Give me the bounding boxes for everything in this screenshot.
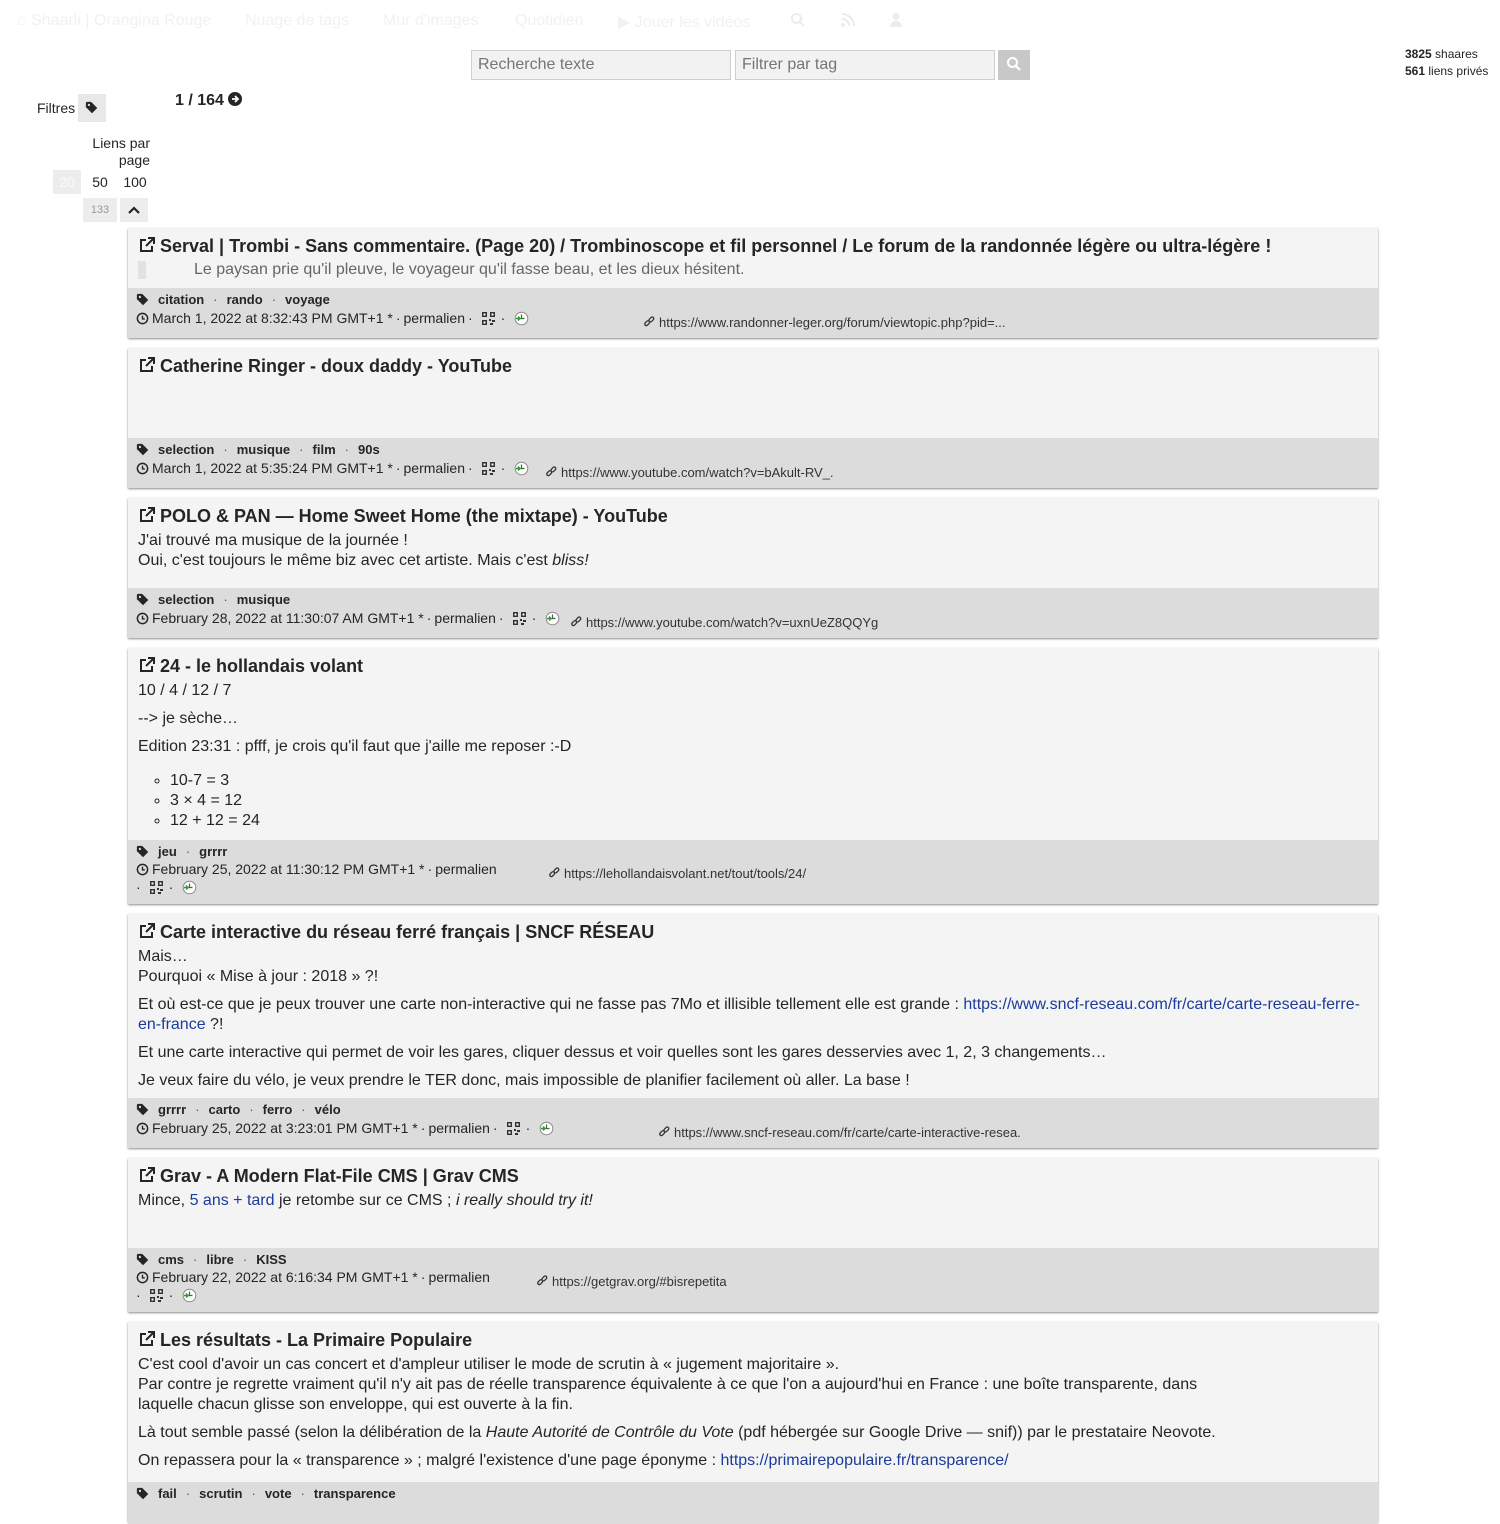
link-tags: fail · scrutin · vote · transparence xyxy=(136,1486,1370,1501)
tag-icon xyxy=(136,443,150,457)
user-icon[interactable] xyxy=(889,12,903,33)
links-per-page-label: Liens par page xyxy=(92,135,150,168)
permalink[interactable]: permalien xyxy=(403,310,465,326)
list-item: ◦ 10-7 = 3 xyxy=(170,771,1368,791)
tag-link[interactable]: jeu xyxy=(158,844,177,859)
blockquote-bar xyxy=(138,261,146,279)
link-description: 10 / 4 / 12 / 7 --> je sèche… Edition 23:31 : pfff, je crois qu'il faut que j'aille me reposer :-D ◦ 10-7 = 3 ◦ 3 × 4 = 12 ◦ 12 + 12 = 24 xyxy=(138,681,1368,831)
private-links-label: liens privés xyxy=(1428,64,1489,78)
clock-icon xyxy=(136,863,149,876)
search-icon xyxy=(1006,56,1022,72)
link-url[interactable]: https://www.randonner-leger.org/forum/viewtopic.php?pid=... xyxy=(643,315,1008,330)
nav-daily[interactable]: Quotidien xyxy=(515,12,584,29)
top-navigation xyxy=(0,0,1500,44)
link-description: J'ai trouvé ma musique de la journée ! Oui, c'est toujours le même biz avec cet artiste. Mais c'est bliss! xyxy=(138,532,589,569)
tag-link[interactable]: rando xyxy=(226,292,263,307)
permalink[interactable]: permalien xyxy=(428,1120,490,1136)
link-meta: March 1, 2022 at 8:32:43 PM GMT+1 * · permalien · · xyxy=(136,310,529,326)
link-date: March 1, 2022 at 8:32:43 PM GMT+1 * xyxy=(152,310,393,326)
tag-link[interactable]: musique xyxy=(236,592,291,607)
link-title[interactable]: 24 - le hollandais volant xyxy=(138,656,1368,677)
clock-icon xyxy=(136,1122,149,1135)
tag-link[interactable]: citation xyxy=(158,292,205,307)
qrcode-icon[interactable] xyxy=(150,881,163,894)
links-per-page-50[interactable]: 50 xyxy=(92,174,108,190)
link-card xyxy=(128,914,1378,1148)
tag-link[interactable]: selection xyxy=(158,442,215,457)
clock-icon xyxy=(136,612,149,625)
external-link-icon xyxy=(138,356,156,374)
link-icon xyxy=(570,616,583,629)
tag-link[interactable]: ferro xyxy=(262,1102,293,1117)
link-footer xyxy=(128,1482,1378,1524)
tag-icon xyxy=(136,593,150,607)
tag-icon xyxy=(136,293,150,307)
permalink[interactable]: permalien xyxy=(428,1269,490,1285)
sncf-map-link[interactable]: https://www.sncf-reseau.com/fr/carte/carte-reseau-ferre-en-france xyxy=(138,996,1360,1033)
link-footer xyxy=(128,288,1378,338)
earlier-post-link[interactable]: 5 ans + tard xyxy=(189,1192,275,1209)
qrcode-icon[interactable] xyxy=(507,1122,520,1135)
transparency-link[interactable]: https://primairepopulaire.fr/transparence/ xyxy=(720,1452,1009,1469)
qrcode-icon[interactable] xyxy=(482,462,495,475)
link-date: March 1, 2022 at 5:35:24 PM GMT+1 * xyxy=(152,460,393,476)
tag-icon xyxy=(136,845,150,859)
qrcode-icon[interactable] xyxy=(150,1289,163,1302)
permalink[interactable]: permalien xyxy=(435,861,497,877)
tag-link[interactable]: vélo xyxy=(314,1102,341,1117)
link-icon xyxy=(643,316,656,329)
tag-link[interactable]: scrutin xyxy=(199,1486,243,1501)
nav-play-videos[interactable]: ▶ Jouer les vidéos xyxy=(618,14,751,31)
link-url[interactable]: https://www.youtube.com/watch?v=uxnUeZ8QQYg xyxy=(570,615,900,630)
link-icon xyxy=(545,466,558,479)
rss-icon[interactable] xyxy=(840,12,856,33)
link-card xyxy=(128,228,1378,338)
clock-icon xyxy=(136,1271,149,1284)
link-meta: February 28, 2022 at 11:30:07 AM GMT+1 * · permalien · · xyxy=(136,610,560,626)
chevron-up-icon xyxy=(127,203,141,217)
tag-icon xyxy=(136,1487,150,1501)
link-date: February 25, 2022 at 3:23:01 PM GMT+1 * xyxy=(152,1120,418,1136)
link-card xyxy=(128,648,1378,904)
private-links-count: 561 xyxy=(1405,64,1426,78)
search-text-input[interactable] xyxy=(471,50,731,80)
link-description: Mince, 5 ans + tard je retombe sur ce CMS ; i really should try it! xyxy=(138,1192,593,1209)
link-title[interactable]: Catherine Ringer - doux daddy - YouTube xyxy=(138,356,1368,377)
links-per-page-100[interactable]: 100 xyxy=(123,174,147,190)
link-url[interactable]: https://getgrav.org/#bisrepetita xyxy=(536,1274,766,1289)
link-meta: March 1, 2022 at 5:35:24 PM GMT+1 * · permalien · · xyxy=(136,460,529,476)
link-stats xyxy=(1405,46,1488,80)
filters-label: Filtres xyxy=(37,100,76,116)
link-footer: jeu · grrrr February 25, 2022 at 11:30:12 PM GMT+1 * · permalien · · https://lehollandaisvolant.net/tout/tools/24/ xyxy=(128,840,1378,904)
link-footer: cms · libre · KISS February 22, 2022 at 6:16:34 PM GMT+1 * · permalien · · https://getgrav.org/#bisrepetita xyxy=(128,1248,1378,1312)
link-title[interactable]: POLO & PAN — Home Sweet Home (the mixtape) - YouTube xyxy=(138,506,1368,527)
link-tags: jeu · grrrr xyxy=(136,844,1370,859)
link-date: February 25, 2022 at 11:30:12 PM GMT+1 * xyxy=(152,861,425,877)
link-title[interactable]: Grav - A Modern Flat-File CMS | Grav CMS xyxy=(138,1166,1368,1187)
external-link-icon xyxy=(138,236,156,254)
tag-icon xyxy=(85,101,99,115)
archive-icon[interactable] xyxy=(545,611,560,626)
clock-icon xyxy=(136,312,149,325)
link-card xyxy=(128,1322,1378,1522)
shaares-label: shaares xyxy=(1435,47,1478,61)
link-tags: citation · rando · voyage xyxy=(136,292,1370,307)
tag-link[interactable]: fail xyxy=(158,1486,177,1501)
tag-link[interactable]: vote xyxy=(264,1486,292,1501)
list-item: ◦ 3 × 4 = 12 xyxy=(170,791,1368,811)
external-link-icon xyxy=(138,656,156,674)
tag-link[interactable]: libre xyxy=(206,1252,234,1267)
external-link-icon xyxy=(138,1330,156,1348)
links-per-page-20[interactable]: 20 xyxy=(53,170,81,194)
filter-tag-button[interactable] xyxy=(78,94,106,122)
tag-link[interactable]: musique xyxy=(236,442,291,457)
archive-icon[interactable] xyxy=(182,1288,197,1303)
tag-icon xyxy=(136,1253,150,1267)
link-url[interactable]: https://lehollandaisvolant.net/tout/tools/24/ xyxy=(548,866,848,881)
tag-link[interactable]: grrrr xyxy=(199,844,228,859)
qrcode-icon[interactable] xyxy=(482,312,495,325)
permalink[interactable]: permalien xyxy=(403,460,465,476)
search-icon[interactable] xyxy=(790,12,806,33)
link-card xyxy=(128,348,1378,488)
external-link-icon xyxy=(138,922,156,940)
calc-list xyxy=(138,771,1368,831)
link-icon xyxy=(548,867,561,880)
link-date: February 22, 2022 at 6:16:34 PM GMT+1 * xyxy=(152,1269,418,1285)
links-per-page-custom-input[interactable]: 133 xyxy=(83,198,117,222)
archive-icon[interactable] xyxy=(539,1121,554,1136)
nav-brand[interactable]: ⌂ Shaarli | Orangina Rouge xyxy=(17,12,212,29)
link-date: February 28, 2022 at 11:30:07 AM GMT+1 * xyxy=(152,610,424,626)
link-footer xyxy=(128,1098,1378,1148)
link-title[interactable]: Serval | Trombi - Sans commentaire. (Page 20) / Trombinoscope et fil personnel / Le forum de la randonnée légère ou ultra-légère ! xyxy=(138,236,1368,257)
permalink[interactable]: permalien xyxy=(434,610,496,626)
link-tags: selection · musique · film · 90s xyxy=(136,442,1370,457)
tag-link[interactable]: KISS xyxy=(256,1252,287,1267)
tag-link[interactable]: 90s xyxy=(357,442,380,457)
external-link-icon xyxy=(138,1166,156,1184)
play-icon: ▶ xyxy=(618,14,635,31)
link-url[interactable]: https://www.sncf-reseau.com/fr/carte/carte-interactive-resea. xyxy=(658,1125,1038,1140)
search-tag-input[interactable] xyxy=(735,50,995,80)
link-tags: grrrr · carto · ferro · vélo xyxy=(136,1102,1370,1117)
page-indicator: 1 / 164 xyxy=(175,92,224,109)
link-description: Mais… Pourquoi « Mise à jour : 2018 » ?! Et où est-ce que je peux trouver une carte non-interactive qui ne fasse pas 7Mo et illisible tellement elle est grande : https://www.sncf-reseau.com/fr/carte/carte-reseau-ferre-en-france ?! Et une carte interactive qui permet de voir les gares, cliquer dessus et voir quelles sont les gares desservies avec 1, 2, 3 changements… Je veux faire du vélo, je veux prendre le TER donc, mais impossible de planifier facilement où aller. La base ! xyxy=(138,948,1360,1089)
link-tags: selection · musique xyxy=(136,592,1370,607)
link-icon xyxy=(658,1126,671,1139)
link-footer xyxy=(128,588,1378,638)
link-card xyxy=(128,1158,1378,1312)
link-meta: February 25, 2022 at 11:30:12 PM GMT+1 * · permalien xyxy=(136,861,1370,877)
qrcode-icon[interactable] xyxy=(513,612,526,625)
home-icon: ⌂ xyxy=(17,12,32,29)
tag-link[interactable]: selection xyxy=(158,592,215,607)
tag-link[interactable]: transparence xyxy=(313,1486,396,1501)
clock-icon xyxy=(136,462,149,475)
search-button[interactable] xyxy=(998,50,1030,80)
tag-link[interactable]: film xyxy=(312,442,336,457)
tag-link[interactable]: grrrr xyxy=(158,1102,187,1117)
link-title[interactable]: Les résultats - La Primaire Populaire xyxy=(138,1330,1368,1351)
link-description: C'est cool d'avoir un cas concert et d'ampleur utiliser le mode de scrutin à « jugement majoritaire ». Par contre je regrette vraiment qu'il n'y ait pas de réelle transparence équivalente à ce que l'on a aujourd'hui en France : une boîte transparente, dans laquelle chacun glisse son enveloppe, qui est ouverte à la fin. Là tout semble passé (selon la délibération de la Haute Autorité de Contrôle du Vote (pdf hébergée sur Google Drive — snif)) par le prestataire Neovote. On repassera pour la « transparence » ; malgré l'existence d'une page éponyme : https://primairepopulaire.fr/transparence/ xyxy=(138,1356,1216,1469)
link-title[interactable]: Carte interactive du réseau ferré français | SNCF RÉSEAU xyxy=(138,922,1368,943)
link-quote: Le paysan prie qu'il pleuve, le voyageur qu'il fasse beau, et les dieux hésitent. xyxy=(138,261,1368,279)
archive-icon[interactable] xyxy=(514,311,529,326)
shaares-count: 3825 xyxy=(1405,47,1432,61)
list-item: ◦ 12 + 12 = 24 xyxy=(170,811,1368,831)
link-tags: cms · libre · KISS xyxy=(136,1252,1370,1267)
external-link-icon xyxy=(138,506,156,524)
link-card xyxy=(128,498,1378,638)
link-meta: February 22, 2022 at 6:16:34 PM GMT+1 * · permalien xyxy=(136,1269,1370,1285)
collapse-button[interactable] xyxy=(120,198,148,222)
tag-icon xyxy=(136,1103,150,1117)
nav-tag-cloud[interactable]: Nuage de tags xyxy=(245,12,350,29)
nav-picture-wall[interactable]: Mur d'images xyxy=(383,12,479,29)
next-page-icon[interactable] xyxy=(228,92,242,106)
archive-icon[interactable] xyxy=(514,461,529,476)
tag-link[interactable]: cms xyxy=(158,1252,185,1267)
tag-link[interactable]: carto xyxy=(208,1102,241,1117)
link-footer xyxy=(128,438,1378,488)
pagination xyxy=(175,92,242,110)
link-icon xyxy=(536,1275,549,1288)
link-url[interactable]: https://www.youtube.com/watch?v=bAkult-RV_. xyxy=(545,465,840,480)
tag-link[interactable]: voyage xyxy=(285,292,330,307)
archive-icon[interactable] xyxy=(182,880,197,895)
link-meta: February 25, 2022 at 3:23:01 PM GMT+1 * · permalien · · xyxy=(136,1120,554,1136)
